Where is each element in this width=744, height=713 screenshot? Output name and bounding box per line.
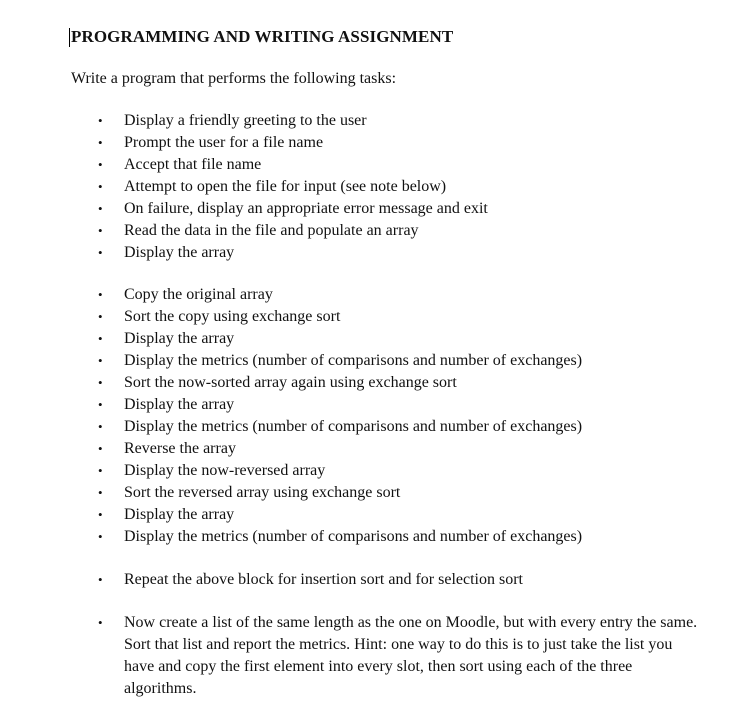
- list-item: [0, 460, 744, 482]
- intro-paragraph: Write a program that performs the following tasks:: [71, 70, 397, 87]
- list-item: [0, 110, 744, 132]
- task-list-setup: [0, 110, 744, 264]
- bullet-icon: •: [98, 419, 103, 434]
- list-item-text: Repeat the above block for insertion sort and for selection sort: [124, 571, 523, 588]
- list-item: [0, 154, 744, 176]
- list-item: [0, 569, 744, 591]
- list-item: [0, 482, 744, 504]
- list-item-text: Display the array: [124, 244, 235, 261]
- list-item-text: Sort the copy using exchange sort: [124, 308, 341, 325]
- list-item-text: Display the metrics (number of comparisons and number of exchanges): [124, 352, 583, 369]
- list-item-text: Accept that file name: [124, 156, 262, 173]
- bullet-icon: •: [98, 529, 103, 544]
- list-item: [0, 284, 744, 306]
- bullet-icon: •: [98, 113, 103, 128]
- list-item: [0, 438, 744, 460]
- list-item: [0, 198, 744, 220]
- list-item-text: Display the array: [124, 396, 235, 413]
- list-item-text: Copy the original array: [124, 286, 273, 303]
- list-item: [0, 220, 744, 242]
- list-item: [0, 350, 744, 372]
- list-item: [0, 416, 744, 438]
- list-item: [0, 132, 744, 154]
- bullet-icon: •: [98, 375, 103, 390]
- list-item-text: Display the metrics (number of comparisons and number of exchanges): [124, 418, 583, 435]
- list-item-text: Now create a list of the same length as the one on Moodle, but with every entry the same. Sort that list and report the metrics. Hint: one way to do this is to just take the list you have and copy the first element into every slot, then sort using each of the three algorithms.: [124, 614, 698, 697]
- list-item-text: Sort the reversed array using exchange sort: [124, 484, 401, 501]
- list-item: [0, 372, 744, 394]
- bullet-icon: •: [98, 463, 103, 478]
- bullet-icon: •: [98, 223, 103, 238]
- task-list-exchange-sort: [0, 284, 744, 548]
- list-item-text: Display the array: [124, 506, 235, 523]
- bullet-icon: •: [98, 572, 103, 587]
- bullet-icon: •: [98, 287, 103, 302]
- list-item: [0, 242, 744, 264]
- bullet-icon: •: [98, 309, 103, 324]
- list-item: [0, 504, 744, 526]
- task-list-repeat: [0, 569, 744, 591]
- bullet-icon: •: [98, 441, 103, 456]
- page-title: PROGRAMMING AND WRITING ASSIGNMENT: [71, 27, 454, 46]
- list-item-text: Display the array: [124, 330, 235, 347]
- list-item-text: Display a friendly greeting to the user: [124, 112, 367, 129]
- list-item-text: Prompt the user for a file name: [124, 134, 324, 151]
- list-item-text: Read the data in the file and populate an array: [124, 222, 419, 239]
- bullet-icon: •: [98, 331, 103, 346]
- bullet-icon: •: [98, 397, 103, 412]
- list-item-text: Sort the now-sorted array again using exchange sort: [124, 374, 457, 391]
- bullet-icon: •: [98, 615, 103, 630]
- list-item: [0, 526, 744, 548]
- list-item: [0, 612, 744, 700]
- list-item: [0, 328, 744, 350]
- bullet-icon: •: [98, 353, 103, 368]
- bullet-icon: •: [98, 157, 103, 172]
- list-item-text: Reverse the array: [124, 440, 236, 457]
- list-item-text: Display the now-reversed array: [124, 462, 326, 479]
- bullet-icon: •: [98, 485, 103, 500]
- bullet-icon: •: [98, 179, 103, 194]
- bullet-icon: •: [98, 245, 103, 260]
- list-item-text: On failure, display an appropriate error message and exit: [124, 200, 488, 217]
- bullet-icon: •: [98, 201, 103, 216]
- list-item-text: Display the metrics (number of comparisons and number of exchanges): [124, 528, 583, 545]
- list-item: [0, 176, 744, 198]
- bullet-icon: •: [98, 507, 103, 522]
- task-list-uniform: [0, 612, 744, 700]
- list-item-text: Attempt to open the file for input (see note below): [124, 178, 447, 195]
- bullet-icon: •: [98, 135, 103, 150]
- list-item: [0, 306, 744, 328]
- text-cursor: [69, 28, 70, 47]
- list-item: [0, 394, 744, 416]
